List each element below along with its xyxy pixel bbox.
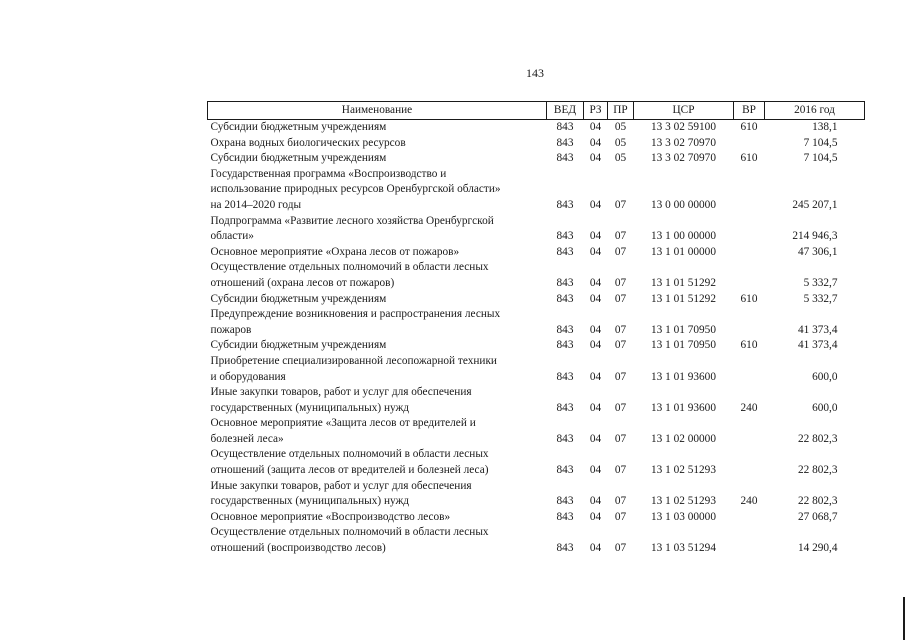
row-amount: 41 373,4 [797,339,838,352]
row-amount: 14 290,4 [797,542,838,555]
table-row [208,167,865,214]
row-vr [734,510,765,526]
row-amount: 22 802,3 [797,495,838,508]
row-vr [734,245,765,261]
row-amount: 600,0 [812,401,838,414]
row-ved: 843 [556,136,574,149]
row-vr: 610 [740,121,758,133]
row-pr: 07 [614,230,627,243]
row-name-line: Субсидии бюджетным учреждениям [210,292,387,305]
row-name [208,510,547,526]
row-name-line: Субсидии бюджетным учреждениям [210,121,387,133]
row-csr: 13 0 00 00000 [651,198,716,211]
row-ved: 843 [556,230,574,243]
row-rz: 04 [589,323,602,336]
row-ved: 843 [556,495,574,508]
page-number: 143 [526,66,544,80]
row-vr: 610 [740,339,758,352]
table-row [208,354,865,385]
table-row [208,214,865,245]
row-pr: 05 [614,136,627,149]
row-rz: 04 [589,245,602,258]
row-name [208,338,547,354]
row-vr [734,447,765,478]
row-name [208,292,547,308]
row-ved: 843 [556,432,574,445]
row-rz: 04 [589,495,602,508]
row-rz: 04 [589,370,602,383]
row-pr: 07 [614,495,627,508]
row-csr: 13 1 01 70950 [651,339,716,352]
row-pr: 07 [614,464,627,477]
row-pr: 07 [614,198,627,211]
row-name [208,354,547,385]
row-csr: 13 1 00 00000 [651,230,716,243]
row-pr: 05 [614,121,627,133]
row-ved: 843 [556,339,574,352]
table-header-row [208,102,865,120]
row-csr: 13 1 01 70950 [651,323,716,336]
table-row [208,479,865,510]
row-name-line: государственных (муниципальных) нужд [210,401,410,414]
row-amount: 5 332,7 [803,292,838,305]
row-csr: 13 1 02 51293 [651,495,716,508]
row-name-line: пожаров [210,323,252,336]
row-ved: 843 [556,121,574,133]
row-rz: 04 [589,401,602,414]
row-name-line: Предупреждение возникновения и распространения лесных [210,308,501,321]
row-csr: 13 1 01 93600 [651,370,716,383]
row-rz: 04 [589,510,602,523]
row-name [208,136,547,152]
row-ved: 843 [556,464,574,477]
row-vr [734,136,765,152]
row-vr: 610 [740,152,758,165]
row-csr: 13 3 02 70970 [651,152,716,165]
row-rz: 04 [589,152,602,165]
row-name-line: отношений (воспроизводство лесов) [210,542,386,555]
row-rz: 04 [589,292,602,305]
row-vr: 240 [740,495,758,508]
row-name-line: Приобретение специализированной лесопожарной техники [210,354,497,367]
row-name-line: болезней леса» [210,432,284,445]
row-pr: 07 [614,401,627,414]
row-amount: 7 104,5 [803,152,838,165]
row-name-line: Основное мероприятие «Воспроизводство лесов» [210,510,451,523]
row-amount: 600,0 [812,370,838,383]
header-pr: ПР [608,102,634,120]
row-rz: 04 [589,464,602,477]
row-pr: 05 [614,152,627,165]
row-csr: 13 1 01 51292 [651,292,716,305]
row-name [208,120,547,136]
header-rz: РЗ [584,102,608,120]
row-amount: 7 104,5 [803,136,838,149]
row-name [208,167,547,214]
row-name-line: Основное мероприятие «Охрана лесов от пожаров» [210,245,460,258]
row-ved: 843 [556,245,574,258]
row-vr [734,214,765,245]
row-name-line: государственных (муниципальных) нужд [210,495,410,508]
row-rz: 04 [589,432,602,445]
row-pr: 07 [614,245,627,258]
row-rz: 04 [589,136,602,149]
row-csr: 13 1 01 00000 [651,245,716,258]
row-name [208,416,547,447]
row-name [208,307,547,338]
budget-table [207,101,865,557]
row-name [208,151,547,167]
row-name-line: Охрана водных биологических ресурсов [210,136,406,149]
row-vr [734,416,765,447]
table-row [208,136,865,152]
table-row [208,307,865,338]
row-amount: 27 068,7 [797,510,838,523]
row-csr: 13 1 01 51292 [651,276,716,289]
row-rz: 04 [589,121,602,133]
row-name-line: Осуществление отдельных полномочий в области лесных [210,526,489,539]
row-amount: 138,1 [812,121,838,133]
row-vr [734,260,765,291]
row-name-line: Подпрограмма «Развитие лесного хозяйства Оренбургской [210,214,494,227]
row-amount: 22 802,3 [797,432,838,445]
row-name [208,260,547,291]
row-ved: 843 [556,542,574,555]
row-name-line: отношений (защита лесов от вредителей и болезней леса) [210,464,489,477]
table-row [208,292,865,308]
row-name-line: Иные закупки товаров, работ и услуг для обеспечения [210,386,472,399]
row-name-line: Основное мероприятие «Защита лесов от вредителей и [210,417,476,430]
table-row [208,510,865,526]
table-body [208,120,865,557]
row-pr: 07 [614,276,627,289]
row-name [208,245,547,261]
row-amount: 245 207,1 [792,198,838,211]
table-row [208,447,865,478]
row-amount: 41 373,4 [797,323,838,336]
row-pr: 07 [614,542,627,555]
row-name-line: Государственная программа «Воспроизводство и [210,167,447,180]
row-rz: 04 [589,542,602,555]
row-name [208,214,547,245]
table-row [208,416,865,447]
row-pr: 07 [614,292,627,305]
header-vr: ВР [734,102,765,120]
table-row [208,385,865,416]
row-rz: 04 [589,276,602,289]
row-amount: 5 332,7 [803,276,838,289]
header-ved: ВЕД [547,102,584,120]
row-name-line: Иные закупки товаров, работ и услуг для обеспечения [210,479,472,492]
row-name-line: использование природных ресурсов Оренбургской области» [210,183,501,196]
row-ved: 843 [556,276,574,289]
row-ved: 843 [556,401,574,414]
row-rz: 04 [589,198,602,211]
row-csr: 13 1 03 51294 [651,542,716,555]
row-csr: 13 3 02 70970 [651,136,716,149]
row-name-line: Субсидии бюджетным учреждениям [210,339,387,352]
row-ved: 843 [556,510,574,523]
table-row [208,525,865,556]
table-row [208,151,865,167]
row-vr: 610 [740,292,758,305]
row-csr: 13 1 02 00000 [651,432,716,445]
row-name-line: области» [210,230,254,243]
row-rz: 04 [589,339,602,352]
row-amount: 47 306,1 [797,245,838,258]
row-amount: 22 802,3 [797,464,838,477]
row-ved: 843 [556,198,574,211]
row-csr: 13 1 03 00000 [651,510,716,523]
row-csr: 13 3 02 59100 [651,121,716,133]
row-pr: 07 [614,339,627,352]
header-csr: ЦСР [634,102,734,120]
row-name [208,385,547,416]
table-row [208,245,865,261]
row-name-line: и оборудования [210,370,286,383]
table-row [208,338,865,354]
row-name [208,479,547,510]
row-pr: 07 [614,432,627,445]
row-pr: 07 [614,510,627,523]
row-ved: 843 [556,323,574,336]
row-name-line: на 2014–2020 годы [210,198,302,211]
row-amount: 214 946,3 [792,230,838,243]
row-vr [734,354,765,385]
row-vr [734,167,765,214]
row-ved: 843 [556,292,574,305]
header-amount: 2016 год [765,102,865,120]
row-csr: 13 1 01 93600 [651,401,716,414]
row-vr [734,525,765,556]
row-name-line: Осуществление отдельных полномочий в области лесных [210,448,489,461]
table-row [208,120,865,136]
row-pr: 07 [614,370,627,383]
row-name [208,525,547,556]
row-ved: 843 [556,370,574,383]
row-rz: 04 [589,230,602,243]
row-vr: 240 [740,401,758,414]
row-name-line: Осуществление отдельных полномочий в области лесных [210,261,489,274]
table-row [208,260,865,291]
row-name [208,447,547,478]
row-pr: 07 [614,323,627,336]
row-csr: 13 1 02 51293 [651,464,716,477]
row-name-line: отношений (охрана лесов от пожаров) [210,276,395,289]
row-vr [734,307,765,338]
row-ved: 843 [556,152,574,165]
header-name: Наименование [208,102,547,120]
row-name-line: Субсидии бюджетным учреждениям [210,152,387,165]
